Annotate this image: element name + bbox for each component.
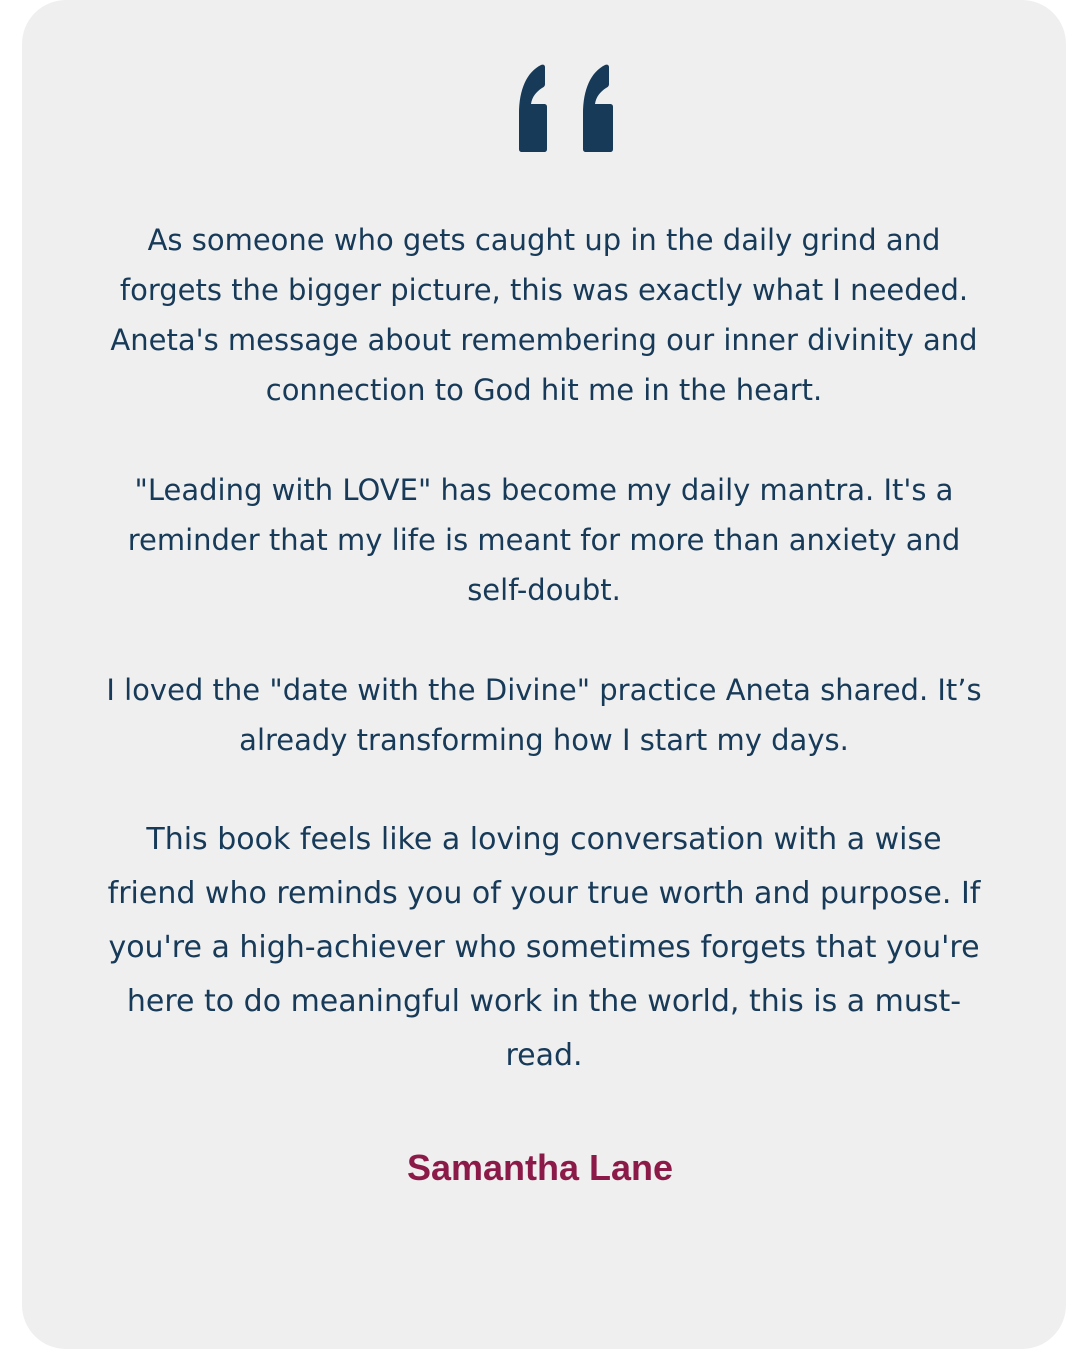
testimonial-paragraph-1: As someone who gets caught up in the daily grind and forgets the bigger picture, this was exactly what I needed. Aneta's message about remembering our inner divinity and connection to God hit me in the heart.: [110, 223, 978, 407]
quote-open-icon: [519, 64, 614, 152]
testimonial-paragraph-2: "Leading with LOVE" has become my daily mantra. It's a reminder that my life is meant for more than anxiety and self-doubt.: [127, 473, 961, 607]
testimonial-paragraph-4: This book feels like a loving conversation with a wise friend who reminds you of your true worth and purpose. If you're a high-achiever who sometimes forgets that you're here to do meaningful work in the world, this is a must-read.: [107, 822, 981, 1073]
testimonial-paragraph-3: I loved the "date with the Divine" practice Aneta shared. It’s already transforming how I start my days.: [106, 673, 982, 757]
testimonial-author: Samantha Lane: [406, 1147, 674, 1188]
